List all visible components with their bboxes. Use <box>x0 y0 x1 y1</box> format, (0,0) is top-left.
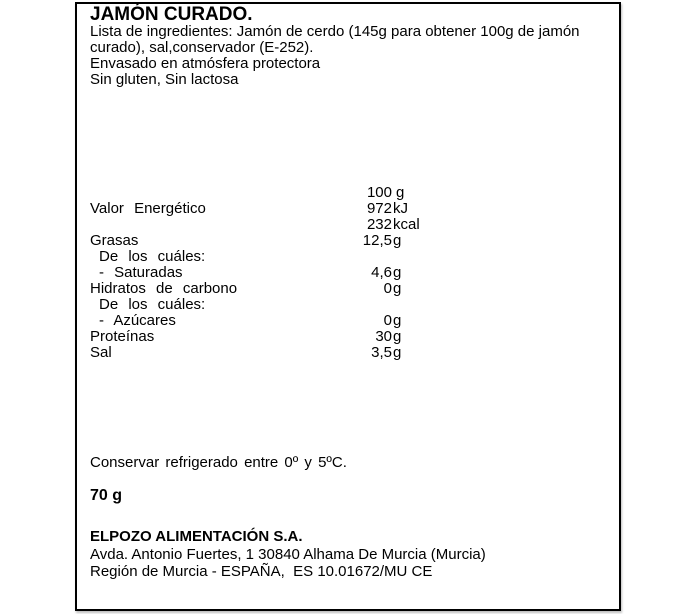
nutrition-row-label: Valor Energético <box>90 200 206 217</box>
ingredients-block <box>90 24 592 88</box>
nutrition-row-value: 4,6g <box>371 264 402 281</box>
nutrition-row <box>90 345 520 361</box>
nutrition-row <box>90 217 520 233</box>
ingredients-text: Lista de ingredientes: Jamón de cerdo (145g para obtener 100g de jamón curado), sal,conservador (E-252). <box>90 23 580 56</box>
nutrition-row-value: 0g <box>383 312 402 329</box>
manufacturer-block <box>90 528 486 581</box>
manufacturer-name: ELPOZO ALIMENTACIÓN S.A. <box>90 528 303 545</box>
nutrition-row-value: 30g <box>375 328 402 345</box>
nutrition-row <box>90 265 520 281</box>
nutrition-row-value: 972kJ <box>366 200 408 217</box>
nutrition-row <box>90 233 520 249</box>
nutrition-header-row <box>90 185 520 201</box>
nutrition-header-label <box>90 185 320 201</box>
nutrition-row <box>90 281 520 297</box>
manufacturer-address: Avda. Antonio Fuertes, 1 30840 Alhama De Murcia (Murcia) <box>90 545 486 563</box>
nutrition-row-value: 0g <box>383 280 402 297</box>
nutrition-row-value: 12,5g <box>362 232 402 249</box>
nutrition-row-label: Proteínas <box>90 328 155 345</box>
packaging-text: Envasado en atmósfera protectora <box>90 55 321 72</box>
product-label-sheet <box>75 2 621 611</box>
nutrition-row-label: De los cuáles: <box>99 296 206 313</box>
claims-text: Sin gluten, Sin lactosa <box>90 71 239 88</box>
nutrition-row <box>90 313 520 329</box>
nutrition-row-value <box>320 297 393 313</box>
nutrition-row-label: De los cuáles: <box>99 248 206 265</box>
manufacturer-region: Región de Murcia - ESPAÑA, ES 10.01672/MU CE <box>90 563 433 580</box>
nutrition-row-value <box>320 249 393 265</box>
nutrition-row-label: Sal <box>90 344 112 361</box>
nutrition-row <box>90 249 520 265</box>
nutrition-row <box>90 297 520 313</box>
nutrition-row <box>90 329 520 345</box>
product-title: JAMÓN CURADO. <box>90 4 253 25</box>
nutrition-row-label <box>90 217 320 233</box>
net-weight: 70 g <box>90 487 123 504</box>
nutrition-row-label: Grasas <box>90 232 139 249</box>
storage-instructions: Conservar refrigerado entre 0º y 5ºC. <box>90 454 347 471</box>
nutrition-row <box>90 201 520 217</box>
nutrition-row-value: 3,5g <box>371 344 402 361</box>
nutrition-row-label: - Saturadas <box>99 264 183 281</box>
nutrition-table <box>90 185 520 361</box>
nutrition-row-label: Hidratos de carbono <box>90 280 238 297</box>
nutrition-row-value: 232kcal <box>366 216 420 233</box>
nutrition-header-value: 100 g <box>366 184 405 201</box>
nutrition-row-label: - Azúcares <box>99 312 176 329</box>
